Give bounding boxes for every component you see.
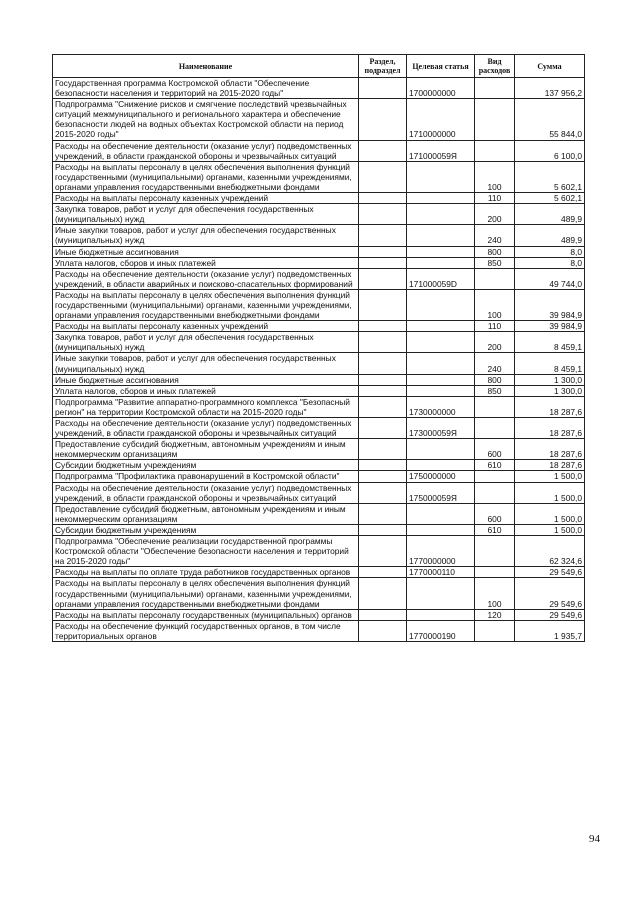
cell-kind: 600	[475, 503, 515, 524]
cell-target	[407, 289, 475, 320]
cell-section	[359, 321, 407, 332]
cell-name: Расходы на обеспечение функций государственных органов, в том числе территориальных органов	[53, 620, 359, 641]
budget-table	[52, 54, 585, 642]
table-row	[53, 353, 585, 374]
cell-target	[407, 204, 475, 225]
cell-target: 171000059Я	[407, 140, 475, 161]
cell-target	[407, 332, 475, 353]
cell-sum: 62 324,6	[515, 536, 585, 567]
table-row	[53, 225, 585, 246]
table-row	[53, 161, 585, 192]
table-row	[53, 204, 585, 225]
cell-target	[407, 385, 475, 396]
table-row	[53, 396, 585, 417]
cell-kind	[475, 140, 515, 161]
cell-name: Государственная программа Костромской области "Обеспечение безопасности населения и территорий на 2015-2020 годы"	[53, 78, 359, 99]
cell-sum: 18 287,6	[515, 460, 585, 471]
cell-section	[359, 332, 407, 353]
header-section: Раздел, подраздел	[359, 55, 407, 78]
cell-name: Расходы на выплаты персоналу казенных учреждений	[53, 321, 359, 332]
cell-target: 1750000000	[407, 471, 475, 482]
cell-name: Закупка товаров, работ и услуг для обеспечения государственных (муниципальных) нужд	[53, 332, 359, 353]
cell-kind	[475, 567, 515, 578]
cell-target	[407, 609, 475, 620]
cell-sum: 137 956,2	[515, 78, 585, 99]
cell-kind: 240	[475, 225, 515, 246]
cell-kind: 200	[475, 204, 515, 225]
cell-kind: 850	[475, 257, 515, 268]
cell-target: 1770000000	[407, 536, 475, 567]
cell-name: Предоставление субсидий бюджетным, автономным учреждениям и иным некоммерческим организациям	[53, 503, 359, 524]
cell-kind: 610	[475, 524, 515, 535]
cell-sum: 1 500,0	[515, 503, 585, 524]
cell-kind	[475, 418, 515, 439]
cell-target	[407, 524, 475, 535]
cell-kind: 100	[475, 289, 515, 320]
cell-sum: 1 500,0	[515, 482, 585, 503]
table-row	[53, 567, 585, 578]
cell-sum: 18 287,6	[515, 418, 585, 439]
cell-kind	[475, 471, 515, 482]
cell-name: Субсидии бюджетным учреждениям	[53, 460, 359, 471]
cell-kind	[475, 268, 515, 289]
cell-kind: 100	[475, 578, 515, 609]
cell-sum: 1 935,7	[515, 620, 585, 641]
cell-sum: 18 287,6	[515, 439, 585, 460]
cell-target	[407, 161, 475, 192]
cell-name: Уплата налогов, сборов и иных платежей	[53, 385, 359, 396]
header-kind: Вид расходов	[475, 55, 515, 78]
cell-section	[359, 471, 407, 482]
table-row	[53, 609, 585, 620]
table-row	[53, 418, 585, 439]
cell-target: 1770000110	[407, 567, 475, 578]
cell-name: Подпрограмма "Развитие аппаратно-программного комплекса "Безопасный регион" на территории Костромской области на 2015-2020 годы"	[53, 396, 359, 417]
cell-name: Иные бюджетные ассигнования	[53, 374, 359, 385]
cell-kind: 110	[475, 321, 515, 332]
table-row	[53, 385, 585, 396]
cell-kind: 610	[475, 460, 515, 471]
cell-sum: 39 984,9	[515, 321, 585, 332]
cell-sum: 6 100,0	[515, 140, 585, 161]
cell-name: Подпрограмма "Обеспечение реализации государственной программы Костромской области "Обеспечение безопасности населения и территорий на 2015-2020 годы"	[53, 536, 359, 567]
table-row	[53, 289, 585, 320]
cell-name: Расходы на выплаты персоналу государственных (муниципальных) органов	[53, 609, 359, 620]
cell-kind	[475, 620, 515, 641]
cell-kind	[475, 536, 515, 567]
cell-name: Подпрограмма "Снижение рисков и смягчение последствий чрезвычайных ситуаций межмуниципального и регионального характера и обеспечение безопасности людей на водных объектах Костромской области на период 2015-2020 годы"	[53, 99, 359, 140]
cell-target	[407, 503, 475, 524]
cell-target	[407, 246, 475, 257]
cell-kind: 100	[475, 161, 515, 192]
table-row	[53, 246, 585, 257]
cell-name: Субсидии бюджетным учреждениям	[53, 524, 359, 535]
cell-name: Расходы на выплаты персоналу в целях обеспечения выполнения функций государственными (муниципальными) органами, казенными учреждениями, органами управления государственными внебюджетными фондами	[53, 289, 359, 320]
cell-section	[359, 204, 407, 225]
table-row	[53, 460, 585, 471]
table-row	[53, 193, 585, 204]
cell-section	[359, 503, 407, 524]
header-target: Целевая статья	[407, 55, 475, 78]
cell-target	[407, 353, 475, 374]
table-row	[53, 620, 585, 641]
cell-sum: 1 500,0	[515, 524, 585, 535]
cell-section	[359, 99, 407, 140]
cell-kind: 850	[475, 385, 515, 396]
cell-sum: 29 549,6	[515, 609, 585, 620]
table-row	[53, 374, 585, 385]
cell-name: Расходы на обеспечение деятельности (оказание услуг) подведомственных учреждений, в области гражданской обороны и чрезвычайных ситуаций	[53, 418, 359, 439]
cell-sum: 8 459,1	[515, 353, 585, 374]
cell-kind	[475, 78, 515, 99]
cell-section	[359, 289, 407, 320]
cell-section	[359, 374, 407, 385]
cell-target: 1710000000	[407, 99, 475, 140]
cell-section	[359, 482, 407, 503]
cell-target: 1730000000	[407, 396, 475, 417]
table-row	[53, 536, 585, 567]
table-row	[53, 268, 585, 289]
cell-kind: 200	[475, 332, 515, 353]
table-row	[53, 482, 585, 503]
budget-page	[52, 54, 584, 642]
cell-name: Уплата налогов, сборов и иных платежей	[53, 257, 359, 268]
cell-section	[359, 524, 407, 535]
cell-sum: 1 500,0	[515, 471, 585, 482]
table-header-row	[53, 55, 585, 78]
cell-target: 1700000000	[407, 78, 475, 99]
cell-sum: 29 549,6	[515, 567, 585, 578]
cell-section	[359, 353, 407, 374]
cell-section	[359, 161, 407, 192]
cell-target	[407, 225, 475, 246]
cell-section	[359, 193, 407, 204]
cell-target	[407, 439, 475, 460]
table-row	[53, 503, 585, 524]
page-number: 94	[589, 833, 600, 845]
cell-kind	[475, 396, 515, 417]
cell-target	[407, 460, 475, 471]
cell-sum: 55 844,0	[515, 99, 585, 140]
cell-kind	[475, 99, 515, 140]
table-row	[53, 321, 585, 332]
table-row	[53, 439, 585, 460]
cell-sum: 29 549,6	[515, 578, 585, 609]
header-name: Наименование	[53, 55, 359, 78]
cell-sum: 5 602,1	[515, 193, 585, 204]
cell-sum: 1 300,0	[515, 374, 585, 385]
cell-name: Расходы на выплаты персоналу казенных учреждений	[53, 193, 359, 204]
cell-name: Расходы на выплаты по оплате труда работников государственных органов	[53, 567, 359, 578]
cell-section	[359, 225, 407, 246]
cell-kind: 600	[475, 439, 515, 460]
cell-kind: 800	[475, 246, 515, 257]
cell-sum: 8,0	[515, 246, 585, 257]
cell-target	[407, 193, 475, 204]
cell-section	[359, 567, 407, 578]
table-row	[53, 524, 585, 535]
cell-target: 171000059D	[407, 268, 475, 289]
table-row	[53, 140, 585, 161]
cell-name: Предоставление субсидий бюджетным, автономным учреждениям и иным некоммерческим организациям	[53, 439, 359, 460]
cell-target	[407, 374, 475, 385]
cell-name: Расходы на обеспечение деятельности (оказание услуг) подведомственных учреждений, в области гражданской обороны и чрезвычайных ситуаций	[53, 482, 359, 503]
cell-target: 175000059Я	[407, 482, 475, 503]
header-sum: Сумма	[515, 55, 585, 78]
cell-sum: 1 300,0	[515, 385, 585, 396]
cell-name: Расходы на обеспечение деятельности (оказание услуг) подведомственных учреждений, в области гражданской обороны и чрезвычайных ситуаций	[53, 140, 359, 161]
cell-section	[359, 418, 407, 439]
cell-sum: 49 744,0	[515, 268, 585, 289]
cell-name: Иные бюджетные ассигнования	[53, 246, 359, 257]
cell-kind	[475, 482, 515, 503]
cell-name: Иные закупки товаров, работ и услуг для обеспечения государственных (муниципальных) нужд	[53, 225, 359, 246]
cell-target: 173000059Я	[407, 418, 475, 439]
cell-target	[407, 578, 475, 609]
cell-section	[359, 268, 407, 289]
cell-kind: 240	[475, 353, 515, 374]
cell-section	[359, 620, 407, 641]
cell-target: 1770000190	[407, 620, 475, 641]
cell-sum: 489,9	[515, 225, 585, 246]
cell-sum: 8 459,1	[515, 332, 585, 353]
cell-section	[359, 140, 407, 161]
cell-section	[359, 78, 407, 99]
cell-name: Иные закупки товаров, работ и услуг для обеспечения государственных (муниципальных) нужд	[53, 353, 359, 374]
cell-section	[359, 578, 407, 609]
cell-kind: 800	[475, 374, 515, 385]
cell-kind: 120	[475, 609, 515, 620]
table-body	[53, 78, 585, 642]
cell-kind: 110	[475, 193, 515, 204]
cell-name: Подпрограмма "Профилактика правонарушений в Костромской области"	[53, 471, 359, 482]
cell-section	[359, 536, 407, 567]
cell-name: Расходы на выплаты персоналу в целях обеспечения выполнения функций государственными (муниципальными) органами, казенными учреждениями, органами управления государственными внебюджетными фондами	[53, 161, 359, 192]
table-row	[53, 578, 585, 609]
table-row	[53, 332, 585, 353]
cell-sum: 489,9	[515, 204, 585, 225]
cell-sum: 5 602,1	[515, 161, 585, 192]
cell-sum: 18 287,6	[515, 396, 585, 417]
cell-name: Закупка товаров, работ и услуг для обеспечения государственных (муниципальных) нужд	[53, 204, 359, 225]
cell-section	[359, 439, 407, 460]
cell-name: Расходы на обеспечение деятельности (оказание услуг) подведомственных учреждений, в области аварийных и поисково-спасательных формирований	[53, 268, 359, 289]
cell-sum: 8,0	[515, 257, 585, 268]
cell-section	[359, 396, 407, 417]
cell-section	[359, 385, 407, 396]
cell-sum: 39 984,9	[515, 289, 585, 320]
cell-name: Расходы на выплаты персоналу в целях обеспечения выполнения функций государственными (муниципальными) органами, казенными учреждениями, органами управления государственными внебюджетными фондами	[53, 578, 359, 609]
cell-section	[359, 246, 407, 257]
cell-section	[359, 609, 407, 620]
table-row	[53, 471, 585, 482]
cell-section	[359, 460, 407, 471]
cell-target	[407, 257, 475, 268]
table-row	[53, 78, 585, 99]
cell-section	[359, 257, 407, 268]
table-row	[53, 257, 585, 268]
table-row	[53, 99, 585, 140]
cell-target	[407, 321, 475, 332]
